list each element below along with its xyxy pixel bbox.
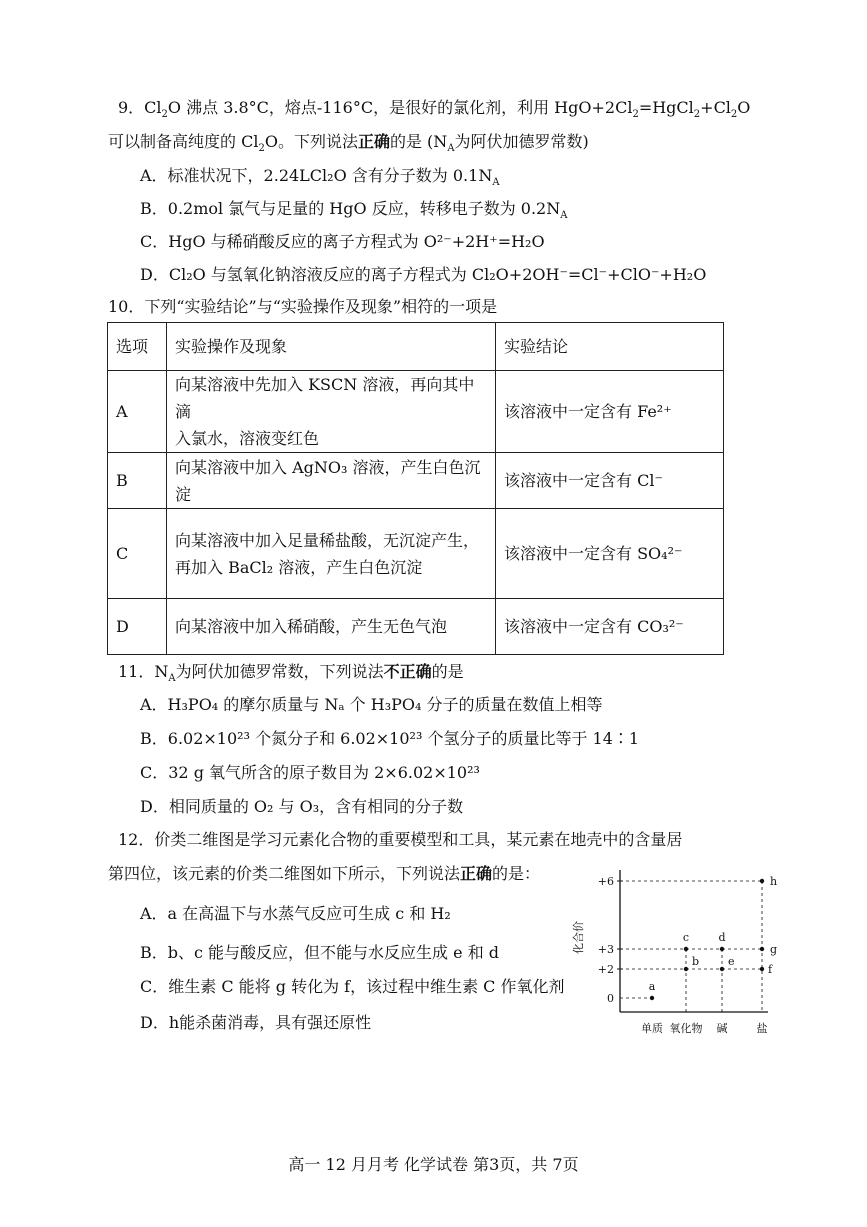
chart-point-f: [760, 967, 764, 971]
table-cell-option: C: [108, 509, 167, 599]
chart-point-label: g: [770, 943, 778, 956]
chart-y-label: 化合价: [572, 921, 585, 954]
y-tick-label: +3: [597, 943, 614, 956]
table-row: [108, 509, 724, 599]
q11-option-a: A．H₃PO₄ 的摩尔质量与 Nₐ 个 H₃PO₄ 分子的质量在数值上相等: [140, 695, 603, 714]
table-row: [108, 599, 724, 655]
q11-option-d: D．相同质量的 O₂ 与 O₃，含有相同的分子数: [140, 797, 464, 816]
table-cell-operation: 向某溶液中加入 AgNO₃ 溶液，产生白色沉淀: [167, 453, 496, 509]
table-header-row: [108, 323, 724, 371]
q9-option-b: B．0.2mol 氯气与足量的 HgO 反应，转移电子数为 $0.2N_A$: [140, 199, 568, 222]
chart-point-a: [650, 996, 654, 1000]
x-category-label: 单质: [641, 1022, 663, 1035]
table-header-cell: 实验结论: [496, 323, 724, 371]
chart-point-label: d: [718, 931, 726, 944]
x-category-label: 氧化物: [669, 1022, 703, 1035]
table-cell-option: D: [108, 599, 167, 655]
chart-point-label: f: [768, 963, 773, 976]
q12-option-a: A．a 在高温下与水蒸气反应可生成 c 和 H₂: [140, 904, 451, 923]
q12-option-d: D．h能杀菌消毒，具有强还原性: [140, 1013, 372, 1032]
table-cell-conclusion: 该溶液中一定含有 Fe²⁺: [496, 371, 724, 453]
chart-axes: [620, 870, 768, 1012]
q9-option-d: D．Cl₂O 与氢氧化钠溶液反应的离子方程式为 Cl₂O+2OH⁻=Cl⁻+ClO⁻+H₂O: [140, 265, 707, 284]
q9-option-c: C．HgO 与稀硝酸反应的离子方程式为 O²⁻+2H⁺=H₂O: [140, 232, 545, 251]
q10-stem: 10．下列“实验结论”与“实验操作及现象”相符的一项是: [108, 297, 498, 316]
q9-line1: 9．$Cl_2O$ 沸点 3.8°C，熔点-116°C，是很好的氯化剂，利用 $HgO+2Cl_2=HgCl_2+Cl_2O$: [118, 98, 751, 121]
q12-stem-line1: 12．价类二维图是学习元素化合物的重要模型和工具，某元素在地壳中的含量居: [118, 830, 683, 849]
table-cell-operation: 向某溶液中先加入 KSCN 溶液，再向其中滴 入氯水，溶液变红色: [167, 371, 496, 453]
chart-point-b: [684, 967, 688, 971]
chart-point-label: e: [728, 955, 735, 968]
chart-point-g: [760, 947, 764, 951]
table-header-cell: 实验操作及现象: [167, 323, 496, 371]
q11-option-b: B．6.02×10²³ 个氮分子和 6.02×10²³ 个氢分子的质量比等于 14∶1: [140, 729, 640, 748]
y-tick-label: +2: [597, 963, 614, 976]
table-row: [108, 371, 724, 453]
chart-guides: [620, 881, 762, 1012]
table-row: [108, 453, 724, 509]
table-cell-option: B: [108, 453, 167, 509]
y-tick-label: 0: [607, 992, 614, 1005]
y-tick-label: +6: [597, 875, 614, 888]
table-cell-operation: 向某溶液中加入稀硝酸，产生无色气泡: [167, 599, 496, 655]
q11-option-c: C．32 g 氧气所含的原子数目为 2×6.02×10²³: [140, 763, 480, 782]
page-footer: 高一 12 月月考 化学试卷 第3页，共 7页: [288, 1155, 579, 1174]
chart-point-e: [720, 967, 724, 971]
q10-table: [107, 322, 724, 655]
q12-option-b: B．b、c 能与酸反应，但不能与水反应生成 e 和 d: [140, 943, 500, 962]
x-category-label: 碱: [716, 1022, 728, 1035]
table-cell-conclusion: 该溶液中一定含有 SO₄²⁻: [496, 509, 724, 599]
q9-option-a: A．标准状况下，2.24LCl₂O 含有分子数为 $0.1N_A$: [140, 166, 500, 189]
q9-line2: 可以制备高纯度的 $Cl_2O$。下列说法正确的是 ($N_A$为阿伏加德罗常数): [108, 132, 589, 155]
q11-stem: 11．$N_A$为阿伏加德罗常数，下列说法不正确的是: [118, 662, 464, 685]
chart-point-label: b: [692, 955, 700, 968]
table-cell-option: A: [108, 371, 167, 453]
valence-class-chart: [570, 862, 778, 1040]
table-cell-operation: 向某溶液中加入足量稀盐酸，无沉淀产生， 再加入 BaCl₂ 溶液，产生白色沉淀: [167, 509, 496, 599]
chart-point-label: c: [682, 931, 690, 944]
table-cell-conclusion: 该溶液中一定含有 CO₃²⁻: [496, 599, 724, 655]
chart-point-c: [684, 947, 688, 951]
chart-point-label: h: [770, 875, 778, 888]
q12-stem-line2: 第四位，该元素的价类二维图如下所示，下列说法正确的是：: [108, 864, 541, 883]
chart-point-h: [760, 879, 764, 883]
chart-points: [649, 875, 777, 1000]
table-header-cell: 选项: [108, 323, 167, 371]
table-cell-conclusion: 该溶液中一定含有 Cl⁻: [496, 453, 724, 509]
chart-point-d: [720, 947, 724, 951]
q12-option-c: C．维生素 C 能将 g 转化为 f，该过程中维生素 C 作氧化剂: [140, 977, 565, 996]
chart-point-label: a: [648, 980, 656, 993]
x-category-label: 盐: [756, 1022, 768, 1035]
chart-ticks: [598, 875, 768, 1035]
